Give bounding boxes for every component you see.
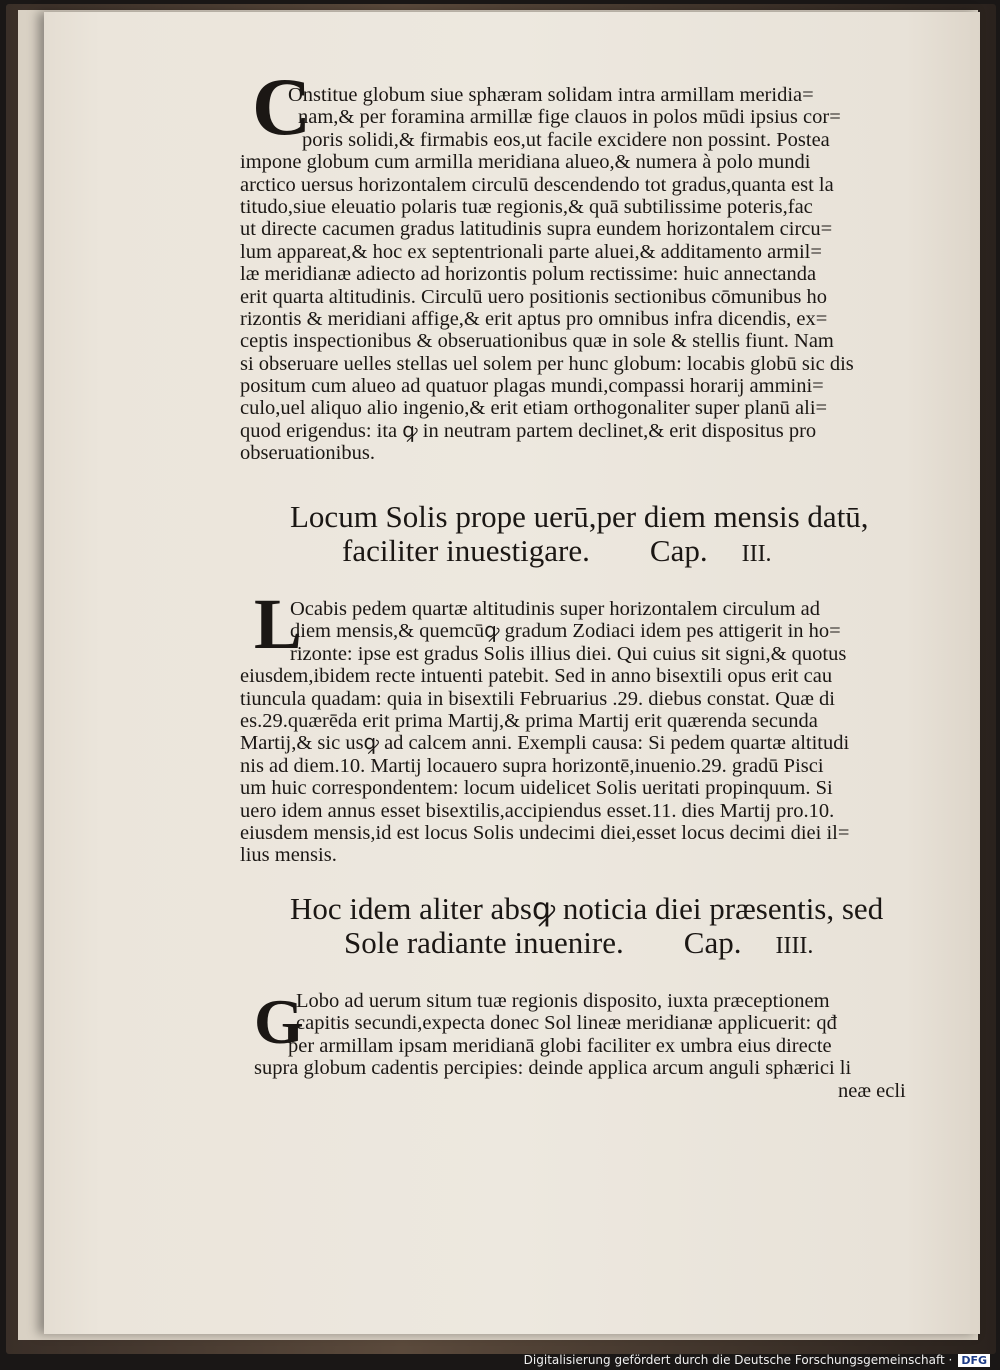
chapter-label: Cap.: [683, 925, 742, 960]
text-line: uero idem annus esset bisextilis,accipiendus esset.11. dies Martij pro.10.: [240, 799, 835, 822]
dropcap-g: G: [254, 986, 304, 1057]
text-line: lius mensis.: [240, 844, 337, 867]
text-line: diem mensis,& quemcūꝙ gradum Zodiaci idem pes attigerit in ho=: [290, 620, 841, 643]
text-line: rizonte: ipse est gradus Solis illius diei. Qui cuius sit signi,& quotus: [290, 642, 847, 665]
dropcap-l: L: [254, 584, 303, 664]
text-line: culo,uel aliquo alio ingenio,& erit etiam orthogonaliter super planū ali=: [240, 397, 828, 420]
digitization-credit: [524, 1352, 990, 1368]
text-line: rizontis & meridiani affige,& erit aptus pro omnibus infra dicendis, ex=: [240, 307, 828, 330]
text-line: nam,& per foramina armillæ fige clauos in polos mūdi ipsius cor=: [298, 106, 841, 129]
text-line: arctico uersus horizontalem circulū descendendo tot gradus,quanta est la: [240, 173, 834, 196]
heading-title: faciliter inuestigare.: [342, 533, 590, 568]
chapter-label: Cap.: [649, 533, 708, 568]
text-line: titudo,siue eleuatio polaris tuæ regionis,& quā subtilissime poteris,fac: [240, 195, 813, 218]
text-line: Lobo ad uerum situm tuæ regionis disposito, iuxta præceptionem: [296, 990, 830, 1012]
text-line: erit quarta altitudinis. Circulū uero positionis sectionibus cōmunibus ho: [240, 285, 828, 308]
text-line: si obseruare uelles stellas uel solem per hunc globum: locabis globū sic dis: [240, 352, 854, 375]
text-line: quod erigendus: ita ꝙ in neutram partem declinet,& erit dispositus pro: [240, 419, 817, 442]
credit-text: Digitalisierung gefördert durch die Deutsche Forschungsgemeinschaft ·: [523, 1353, 953, 1367]
heading-title: Sole radiante inuenire.: [344, 925, 624, 960]
heading-line: [284, 534, 924, 568]
text-line: eiusdem,ibidem recte intuenti patebit. Sed in anno bisextili opus erit cau: [240, 665, 833, 688]
text-line: nis ad diem.10. Martij locauero supra horizontē,inuenio.29. gradū Pisci: [240, 754, 824, 777]
heading-line: Locum Solis prope uerū,per diem mensis datū,: [290, 499, 869, 534]
book-page: [44, 12, 980, 1334]
text-line: supra globum cadentis percipies: deinde applica arcum anguli sphærici li: [254, 1057, 852, 1080]
chapter-number: III.: [741, 541, 772, 567]
text-line: Onstitue globum siue sphæram solidam intra armillam meridia=: [288, 84, 814, 106]
text-line: Martij,& sic usꝙ ad calcem anni. Exempli causa: Si pedem quartæ altitudi: [240, 732, 850, 755]
dfg-logo: DFG: [958, 1354, 990, 1367]
text-line: poris solidi,& firmabis eos,ut facile excidere non possint. Postea: [302, 128, 830, 151]
text-line: ut directe cacumen gradus latitudinis supra eundem horizontalem circu=: [240, 218, 833, 241]
chapter-number: IIII.: [775, 933, 814, 959]
text-line: obseruationibus.: [240, 442, 375, 465]
text-line: eiusdem mensis,id est locus Solis undecimi diei,esset locus decimi diei il=: [240, 821, 850, 844]
chapter-heading-4: [290, 892, 930, 960]
text-line: impone globum cum armilla meridiana alueo,& numera à polo mundi: [240, 151, 811, 174]
text-line: lum appareat,& hoc ex septentrionali parte aluei,& additamento armil=: [240, 240, 822, 263]
text-line: læ meridianæ adiecto ad horizontis polum rectissime: huic annectanda: [240, 263, 817, 286]
text-line: es.29.quærēda erit prima Martij,& prima Martij erit quærenda secunda: [240, 709, 818, 732]
heading-line: [290, 926, 930, 960]
dropcap-c: C: [252, 61, 312, 152]
text-line: ceptis inspectionibus & obseruationibus quæ in sole & stellis fiunt. Nam: [240, 330, 834, 353]
text-line: tiuncula quadam: quia in bisextili Februarius .29. diebus constat. Quæ di: [240, 687, 835, 710]
section1-text: [44, 84, 980, 465]
section2-text: [44, 598, 980, 867]
heading-line: Hoc idem aliter absꝙ noticia diei præsentis, sed: [290, 891, 884, 926]
text-line: um huic correspondentem: locum uidelicet Solis ueritati propinquum. Si: [240, 777, 833, 800]
section3-text: [44, 986, 980, 1102]
chapter-heading-3: [284, 500, 924, 568]
text-line: positum cum alueo ad quatuor plagas mundi,compassi horarij ammini=: [240, 375, 824, 398]
catchword: neæ ecli: [838, 1079, 906, 1102]
text-line: per armillam ipsam meridianā globi faciliter ex umbra eius directe: [288, 1034, 832, 1057]
text-line: Ocabis pedem quartæ altitudinis super horizontalem circulum ad: [290, 598, 821, 620]
text-line: capitis secundi,expecta donec Sol lineæ meridianæ applicuerit: qđ: [296, 1012, 837, 1035]
